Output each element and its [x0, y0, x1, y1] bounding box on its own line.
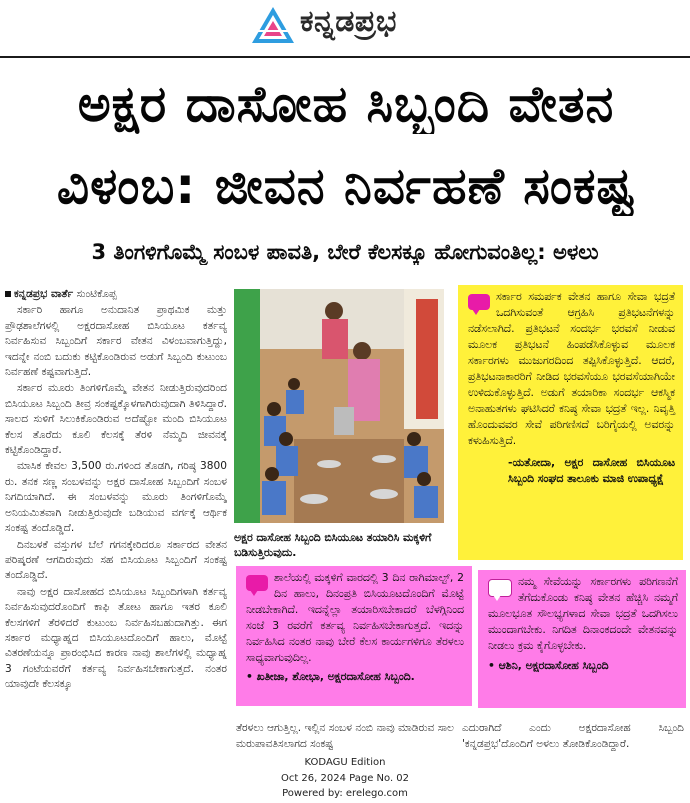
subheadline: 3 ತಿಂಗಳಿಗೊಮ್ಮೆ ಸಂಬಳ ಪಾವತಿ, ಬೇರೆ ಕೆಲಸಕ್ಕೂ ಹೋಗುವಂತಿಲ್ಲ: ಅಳಲು — [91, 240, 599, 264]
page-footer — [0, 755, 690, 802]
dateline: ಸುಂಟಿಕೊಪ್ಪ — [76, 288, 117, 300]
headline-line-2: ವಿಳಂಬ: ಜೀವನ ನಿರ್ವಹಣೆ ಸಂಕಷ್ಟ — [56, 157, 636, 215]
article-photo — [234, 289, 444, 523]
article-paragraph: ಮಾಸಿಕ ಕೇವಲ 3,500 ರು.ಗಳಿಂದ ತೊಡಗಿ, ಗರಿಷ್ಠ 3800 ರು. ತನಕ ಸಣ್ಣ ಸಂಬಳವನ್ನು ಅಕ್ಷರ ದಾಸೋಹ ಸಿಬ್ಬಂದಿಗೆ ಸಂಬಳ ನಿಗದಿಯಾಗಿದೆ. ಈ ಸಂಬಳವನ್ನು ಮೂರು ತಿಂಗಳಿಗೊಮ್ಮೆ ಅನಿಯಮಿತವಾಗಿ ನೀಡುತ್ತಿರುವುದೇ ಬಡಿಯುವ ವರ್ಗಕ್ಕೆ ಆರ್ಥಿಕ ಸಂಕಷ್ಟ ತಂದೊಡ್ಡಿದೆ. — [5, 460, 227, 535]
article-body — [5, 287, 227, 717]
photo-caption: ಅಕ್ಷರ ದಾಸೋಹ ಸಿಬ್ಬಂದಿ ಬಿಸಿಯೂಟ ತಯಾರಿಸಿ ಮಕ್ಕಳಿಗೆ ಬಡಿಸುತ್ತಿರುವುದು. — [234, 531, 432, 559]
photo-illustration — [234, 289, 444, 523]
quote-signature: -ಯತೋದಾ, ಅಕ್ಷರ ದಾಸೋಹ ಬಿಸಿಯೂಟ ಸಿಬ್ಬಂದಿ ಸಂಘದ ತಾಲೂಕು ಮಾಜಿ ಉಪಾಧ್ಯಕ್ಷೆ — [508, 456, 675, 485]
masthead-rule — [0, 56, 690, 58]
logo-triangle-icon — [250, 5, 296, 45]
article-paragraph: ಸರ್ಕಾರಿ ಹಾಗೂ ಅನುದಾನಿತ ಪ್ರಾಥಮಿಕ ಮತ್ತು ಪ್ರೌಢಶಾಲೆಗಳಲ್ಲಿ ಅಕ್ಷರದಾಸೋಹ ಬಿಸಿಯೂಟ ಕರ್ತವ್ಯ ನಿರ್ವಹಿಸುವ ಸಿಬ್ಬಂದಿಗೆ ಸರ್ಕಾರ ವೇತನ ವಿಳಂಬವಾಗುತ್ತಿದ್ದು, ಇದನ್ನೇ ನಂಬಿ ಬದುಕು ಕಟ್ಟಿಕೊಂಡಿರುವ ಅಡುಗೆ ಸಿಬ್ಬಂದಿ ಕುಟುಂಬ ನಿರ್ವಹಣೆ ಕಷ್ಟವಾಗುತ್ತಿದೆ. — [5, 304, 227, 379]
speech-bubble-icon — [468, 294, 490, 310]
quote-box-pink-2 — [478, 570, 686, 708]
speech-bubble-icon — [488, 579, 512, 597]
speech-bubble-icon — [246, 575, 268, 591]
article-paragraph: ಸರ್ಕಾರ ಮೂರು ತಿಂಗಳಿಗೊಮ್ಮೆ ವೇತನ ನೀಡುತ್ತಿರುವುದರಿಂದ ಬಿಸಿಯೂಟ ಸಿಬ್ಬಂದಿ ತೀವ್ರ ಸಂಕಷ್ಟಕ್ಕೊಳಗಾಗಿರುವುದಾಗಿ ತಿಳಿಸಿದ್ದಾರೆ. ಸಾಲದ ಸುಳಿಗೆ ಸಿಲುಕಿಕೊಂಡಿರುವ ಅದೆಷ್ಟೋ ಮಂದಿ ಬಿಸಿಯೂಟ ಕೆಲಸ ತೊರೆದು ಕೂಲಿ ಕೆಲಸಕ್ಕೆ ತೆರಳಿ ನೆಮ್ಮದಿ ಜೀವನಕ್ಕೆ ಕಟ್ಟಿಕೊಂಡಿದ್ದಾರೆ. — [5, 382, 227, 457]
article-paragraph: ನಾವು ಅಕ್ಷರ ದಾಸೋಹದ ಬಿಸಿಯೂಟ ಸಿಬ್ಬಂದಿಗಳಾಗಿ ಕರ್ತವ್ಯ ನಿರ್ವಹಿಸುವುದರೊಂದಿಗೆ ಕಾಫಿ ತೋಟ ಹಾಗೂ ಇತರ ಕೂಲಿ ಕೆಲಸಗಳಿಗೆ ತೆರಳಿದರೆ ಕುಟುಂಬ ನಿರ್ವಹಿಸಬಹುದಾಗಿತ್ತು. ಈಗ ಸರ್ಕಾರ ಮಧ್ಯಾಹ್ನದ ಬಿಸಿಯೂಟದೊಂದಿಗೆ ಹಾಲು, ಮೊಟ್ಟೆ ವಿತರಣೆಯನ್ನೂ ಪ್ರಾರಂಭಿಸಿದ ಕಾರಣ ನಾವು ಶಾಲೆಗಳಲ್ಲಿ ಮಧ್ಯಾಹ್ನ 3 ಗಂಟೆಯವರೆಗೆ ಕರ್ತವ್ಯ ನಿರ್ವಹಿಸಬೇಕಾಗುತ್ತದೆ. ನಂತರ ಯಾವುದೇ ಕೆಲಸಕ್ಕೂ — [5, 585, 227, 691]
quote-box-pink — [236, 566, 472, 706]
article-continuation-end: ಎದುರಾಗಿದೆ ಎಂದು ಅಕ್ಷರದಾಸೋಹ ಸಿಬ್ಬಂದಿ 'ಕನ್ನಡಪ್ರಭ'ದೊಂದಿಗೆ ಅಳಲು ತೋಡಿಕೊಂಡಿದ್ದಾರೆ. — [462, 722, 684, 750]
byline: ಕನ್ನಡಪ್ರಭ ವಾರ್ತೆ — [14, 288, 74, 300]
quote-text: ಶಾಲೆಯಲ್ಲಿ ಮಕ್ಕಳಿಗೆ ವಾರದಲ್ಲಿ 3 ದಿನ ರಾಗಿಮಾಲ್ಟ್, 2 ದಿನ ಹಾಲು, ದಿನಂಪ್ರತಿ ಬಿಸಿಯೂಟದೊಂದಿಗೆ ಮೊಟ್ಟೆ ನೀಡಬೇಕಾಗಿದೆ. ಇದನ್ನೆಲ್ಲಾ ತಯಾರಿಸಬೇಕಾದರೆ ಬೆಳಗ್ಗಿನಿಂದ ಸಂಜೆ 3 ರವರೆಗೆ ಕರ್ತವ್ಯ ನಿರ್ವಹಿಸಬೇಕಾಗುತ್ತದೆ. ಇದನ್ನು ನಿರ್ವಹಿಸಿದ ನಂತರ ನಾವು ಬೇರೆ ಕೆಲಸ ಕಾರ್ಯಗಳಿಗೂ ತೆರಳಲು ಸಾಧ್ಯವಾಗುವುದಿಲ್ಲ. — [246, 571, 464, 664]
quote-box-yellow — [458, 285, 683, 560]
logo-text: ಕನ್ನಡಪ್ರಭ — [300, 4, 397, 39]
article-paragraph: ದಿನಬಳಕೆ ವಸ್ತುಗಳ ಬೆಲೆ ಗಗನಕ್ಕೇರಿದರೂ ಸರ್ಕಾರದ ವೇತನ ಪರಿಷ್ಕರಣೆ ಆಗದಿರುವುದು ಸಹ ಬಿಸಿಯೂಟ ಸಿಬ್ಬಂದಿಗೆ ಸಂಕಷ್ಟ ತಂದೊಡ್ಡಿದೆ. — [5, 538, 227, 582]
article-continuation: ತೆರಳಲು ಆಗುತ್ತಿಲ್ಲ. ಇಲ್ಲಿನ ಸಂಬಳ ನಂಬಿ ನಾವು ಮಾಡಿರುವ ಸಾಲ ಮರುಪಾವತಿಸಲಾಗದ ಸಂಕಷ್ಟ — [236, 722, 454, 750]
quote-signature: • ಆಶಿನಿ, ಅಕ್ಷರದಾಸೋಹ ಸಿಬ್ಬಂದಿ — [488, 659, 609, 672]
date-page-label: Oct 26, 2024 Page No. 02 — [280, 772, 410, 784]
powered-by-link[interactable]: Powered by: erelego.com — [282, 788, 408, 799]
article-paragraph — [5, 287, 227, 302]
headline-line-1: ಅಕ್ಷರ ದಾಸೋಹ ಸಿಬ್ಬಂದಿ ವೇತನ — [77, 75, 615, 133]
quote-text: ನಮ್ಮ ಸೇವೆಯನ್ನು ಸರ್ಕಾರಗಳು ಪರಿಗಣನೆಗೆ ತೆಗೆದುಕೊಂಡು ಕನಿಷ್ಠ ವೇತನ ಹೆಚ್ಚಿಸಿ ನಮ್ಮಗೆ ಮೂಲಭೂತ ಸೌಲಭ್ಯಗಳಾದ ಸೇವಾ ಭದ್ರತೆ ಒದಗಿಸಲು ಮುಂದಾಗಬೇಕು. ನಿಗದಿತ ದಿನಾಂಕದಂದೇ ವೇತನವನ್ನು ನೀಡಲು ಕ್ರಮ ಕೈಗೊಳ್ಳಬೇಕು. — [488, 575, 678, 652]
byline-bullet-icon — [5, 291, 11, 297]
masthead — [0, 0, 690, 58]
edition-label: KODAGU Edition — [304, 757, 386, 768]
quote-signature: • ಖತೀಜಾ, ಶೋಭಾ, ಅಕ್ಷರದಾಸೋಹ ಸಿಬ್ಬಂದಿ. — [246, 670, 415, 683]
quote-text: ಸರ್ಕಾರ ಸಮರ್ಪಕ ವೇತನ ಹಾಗೂ ಸೇವಾ ಭದ್ರತೆ ಒದಗಿಸುವಂತೆ ಆಗ್ರಹಿಸಿ ಪ್ರತಿಭಟನೆಗಳನ್ನು ನಡೆಸಲಾಗಿದೆ. ಪ್ರತಿಭಟನೆ ಸಂದರ್ಭ ಭರವಸೆ ನೀಡುವ ಮೂಲಕ ಪ್ರತಿಭಟನೆ ಹಿಂಪಡೆಸಿಕೊಳ್ಳುವ ಮೂಲಕ ಸರ್ಕಾರಗಳು ಮುಜುಗರದಿಂದ ತಪ್ಪಿಸಿಕೊಳ್ಳುತ್ತಿದೆ. ಆದರೆ, ಪ್ರತಿಭಟನಾಕಾರರಿಗೆ ನೀಡಿದ ಭರವಸೆಯೂ ಭರವಸೆಯಾಗಿಯೇ ಉಳಿದುಕೊಳ್ಳುತ್ತಿದೆ. ಅಡುಗೆ ತಯಾರಿಕಾ ಸಂದರ್ಭ ಆಕಸ್ಮಿಕ ಅನಾಹುತಗಳು ಘಟಿಸಿದರೆ ಕನಿಷ್ಠ ಸೇವಾ ಭದ್ರತೆ ಇಲ್ಲ. ನಿವೃತ್ತಿ ಹೊಂದುವವರ ಸೇವೆ ಪರಿಗಣಿಸದೆ ಬರಿಗೈಯಲ್ಲಿ ಅವರನ್ನು ಕಳುಹಿಸುತ್ತಿದೆ. — [468, 290, 675, 447]
